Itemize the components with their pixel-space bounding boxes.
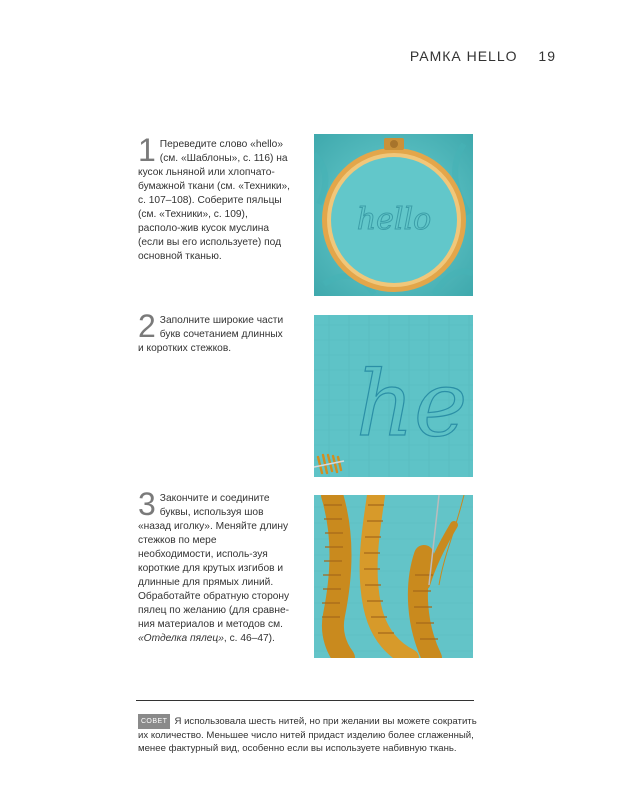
step-number: 2 [138, 308, 156, 344]
step-text: Переведите слово «hello» (см. «Шаблоны», с. 116) на кусок льняной или хлопчато-бумажной ткани (см. «Техники», с. 107–108). Соберите пяльцы (см. «Техники», с. 109), располо-жив кусок муслина (если вы его используете) под основной тканью. [138, 139, 291, 262]
stitching-closeup-photo [314, 495, 473, 658]
step-2 [138, 308, 290, 356]
tracing-closeup-photo [314, 315, 473, 477]
step-number: 3 [138, 486, 156, 522]
tip-box [138, 714, 478, 755]
step-3 [138, 486, 290, 646]
hoop-hello-photo [314, 134, 473, 296]
step-text: Заполните широкие части букв сочетанием длинных и коротких стежков. [138, 315, 284, 354]
step-1 [138, 132, 291, 264]
step-text-end: , с. 46–47). [223, 633, 275, 644]
page-header [410, 48, 556, 64]
tip-badge: СОВЕТ [138, 714, 170, 729]
step-text-main: Закончите и соедините буквы, используя шов «назад иголку». Меняйте длину стежков по мере необходимости, исполь-зуя короткие для крутых изгибов и длинные для прямых линий. Обработайте обратную сторону пялец по желанию (для сравне-ния материалов и методов см. [138, 493, 290, 630]
chapter-title: РАМКА HELLO [409, 48, 518, 64]
step-text-italic-reference: «Отделка пялец» [138, 633, 224, 644]
tip-text: Я использовала шесть нитей, но при желании вы можете сократить их количество. Меньшее число нитей придаст изделию более сглаженный, менее фактурный вид, особенно если вы используете набивную ткань. [138, 716, 477, 754]
page-number: 19 [538, 48, 556, 64]
tip-divider [136, 700, 474, 701]
step-text [138, 493, 289, 644]
hello-script-text: hello [356, 202, 432, 237]
step-number: 1 [138, 132, 156, 168]
he-script-text: he [356, 352, 468, 457]
